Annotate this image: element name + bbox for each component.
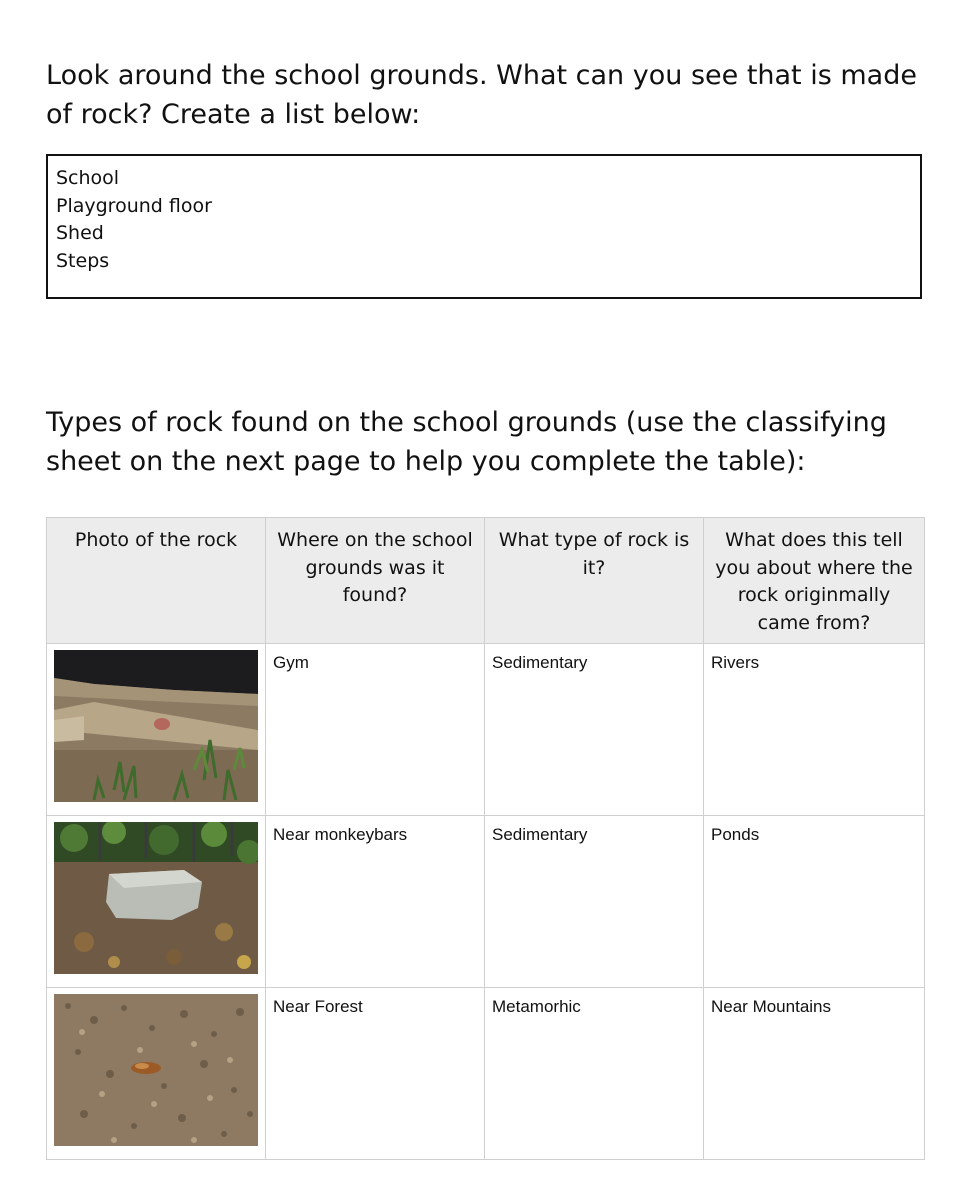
photo-cell (47, 988, 266, 1160)
table-row (47, 816, 925, 988)
table-header-row (47, 518, 925, 644)
cell-location: Gym (266, 644, 485, 816)
question-1: Look around the school grounds. What can you see that is made of rock? Create a list below: (46, 60, 917, 130)
photo-cell (47, 644, 266, 816)
photo-rock-path-icon (54, 650, 258, 802)
cell-rock-type: Sedimentary (485, 816, 704, 988)
question-2: Types of rock found on the school grounds (use the classifying sheet on the next page to help you complete the table): (46, 407, 887, 477)
table-row (47, 988, 925, 1160)
cell-rock-type: Metamorhic (485, 988, 704, 1160)
list-item: School (56, 167, 120, 189)
table-row (47, 644, 925, 816)
cell-location: Near Forest (266, 988, 485, 1160)
header-location: Where on the school grounds was it found? (266, 518, 485, 644)
photo-rock-boulder-icon (54, 822, 258, 974)
cell-location: Near monkeybars (266, 816, 485, 988)
header-rock-type: What type of rock is it? (485, 518, 704, 644)
photo-cell (47, 816, 266, 988)
list-item: Shed (56, 222, 104, 244)
cell-origin: Near Mountains (704, 988, 925, 1160)
list-item: Steps (56, 249, 110, 272)
cell-rock-type: Sedimentary (485, 644, 704, 816)
cell-origin: Rivers (704, 644, 925, 816)
header-photo: Photo of the rock (47, 518, 266, 644)
answer-list-box[interactable] (46, 154, 922, 299)
photo-rock-gravel-icon (54, 994, 258, 1146)
rock-table (46, 517, 925, 1160)
list-item: Playground floor (56, 194, 212, 217)
header-origin: What does this tell you about where the rock originmally came from? (704, 518, 925, 644)
cell-origin: Ponds (704, 816, 925, 988)
